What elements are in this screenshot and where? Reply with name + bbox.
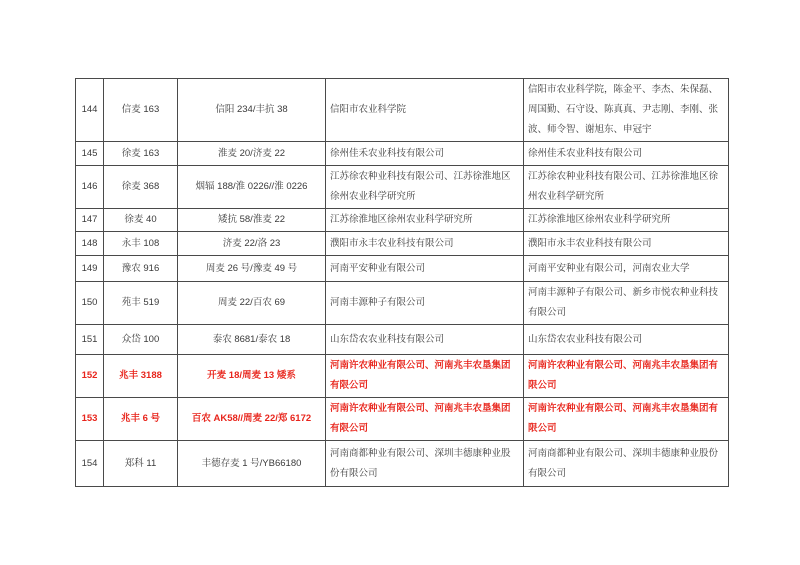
applicant-cell: 江苏徐农种业科技有限公司、江苏徐淮地区徐州农业科学研究所 bbox=[524, 166, 729, 209]
applicant-cell: 河南许农种业有限公司、河南兆丰农垦集团有限公司 bbox=[524, 355, 729, 398]
row-number-cell: 153 bbox=[76, 398, 104, 441]
variety-name-cell: 众岱 100 bbox=[104, 325, 178, 355]
table-row bbox=[76, 282, 729, 325]
breeder-cell: 江苏徐淮地区徐州农业科学研究所 bbox=[326, 209, 524, 232]
pedigree-cell: 丰德存麦 1 号/YB66180 bbox=[178, 441, 326, 487]
row-number-cell: 152 bbox=[76, 355, 104, 398]
row-number-cell: 146 bbox=[76, 166, 104, 209]
pedigree-cell: 信阳 234/丰抗 38 bbox=[178, 79, 326, 142]
breeder-cell: 山东岱农农业科技有限公司 bbox=[326, 325, 524, 355]
row-number-cell: 148 bbox=[76, 232, 104, 256]
applicant-cell: 河南商都种业有限公司、深圳丰德康种业股份有限公司 bbox=[524, 441, 729, 487]
table-row bbox=[76, 232, 729, 256]
table-row bbox=[76, 441, 729, 487]
row-number-cell: 154 bbox=[76, 441, 104, 487]
row-number-cell: 145 bbox=[76, 142, 104, 166]
table-row bbox=[76, 166, 729, 209]
row-number-cell: 151 bbox=[76, 325, 104, 355]
applicant-cell: 河南丰源种子有限公司、新乡市悦农种业科技有限公司 bbox=[524, 282, 729, 325]
table-row bbox=[76, 398, 729, 441]
breeder-cell: 河南许农种业有限公司、河南兆丰农垦集团有限公司 bbox=[326, 398, 524, 441]
table-row bbox=[76, 256, 729, 282]
applicant-cell: 山东岱农农业科技有限公司 bbox=[524, 325, 729, 355]
applicant-cell: 徐州佳禾农业科技有限公司 bbox=[524, 142, 729, 166]
breeder-cell: 河南许农种业有限公司、河南兆丰农垦集团有限公司 bbox=[326, 355, 524, 398]
breeder-cell: 河南丰源种子有限公司 bbox=[326, 282, 524, 325]
variety-name-cell: 徐麦 163 bbox=[104, 142, 178, 166]
variety-name-cell: 豫农 916 bbox=[104, 256, 178, 282]
table-row bbox=[76, 325, 729, 355]
breeder-cell: 河南商都种业有限公司、深圳丰德康种业股份有限公司 bbox=[326, 441, 524, 487]
applicant-cell: 江苏徐淮地区徐州农业科学研究所 bbox=[524, 209, 729, 232]
variety-name-cell: 兆丰 6 号 bbox=[104, 398, 178, 441]
applicant-cell: 河南许农种业有限公司、河南兆丰农垦集团有限公司 bbox=[524, 398, 729, 441]
pedigree-cell: 淮麦 20/济麦 22 bbox=[178, 142, 326, 166]
breeder-cell: 江苏徐农种业科技有限公司、江苏徐淮地区徐州农业科学研究所 bbox=[326, 166, 524, 209]
variety-name-cell: 徐麦 368 bbox=[104, 166, 178, 209]
table-row bbox=[76, 79, 729, 142]
table-row bbox=[76, 209, 729, 232]
variety-name-cell: 永丰 108 bbox=[104, 232, 178, 256]
applicant-cell: 信阳市农业科学院，陈金平、李杰、朱保磊、周国勤、石守设、陈真真、尹志刚、李刚、张波、师令智、谢旭东、申冠宇 bbox=[524, 79, 729, 142]
variety-name-cell: 兆丰 3188 bbox=[104, 355, 178, 398]
row-number-cell: 149 bbox=[76, 256, 104, 282]
variety-name-cell: 苑丰 519 bbox=[104, 282, 178, 325]
pedigree-cell: 矮抗 58/淮麦 22 bbox=[178, 209, 326, 232]
row-number-cell: 150 bbox=[76, 282, 104, 325]
table-row bbox=[76, 355, 729, 398]
applicant-cell: 河南平安种业有限公司，河南农业大学 bbox=[524, 256, 729, 282]
breeder-cell: 信阳市农业科学院 bbox=[326, 79, 524, 142]
variety-approval-table bbox=[75, 78, 729, 487]
pedigree-cell: 开麦 18/周麦 13 矮系 bbox=[178, 355, 326, 398]
pedigree-cell: 济麦 22/洛 23 bbox=[178, 232, 326, 256]
variety-name-cell: 郑科 11 bbox=[104, 441, 178, 487]
table-body bbox=[76, 79, 729, 487]
breeder-cell: 河南平安种业有限公司 bbox=[326, 256, 524, 282]
pedigree-cell: 泰农 8681/泰农 18 bbox=[178, 325, 326, 355]
breeder-cell: 濮阳市永丰农业科技有限公司 bbox=[326, 232, 524, 256]
applicant-cell: 濮阳市永丰农业科技有限公司 bbox=[524, 232, 729, 256]
table-row bbox=[76, 142, 729, 166]
breeder-cell: 徐州佳禾农业科技有限公司 bbox=[326, 142, 524, 166]
pedigree-cell: 烟辐 188/淮 0226//淮 0226 bbox=[178, 166, 326, 209]
pedigree-cell: 周麦 22/百农 69 bbox=[178, 282, 326, 325]
pedigree-cell: 百农 AK58//周麦 22/郑 6172 bbox=[178, 398, 326, 441]
variety-name-cell: 徐麦 40 bbox=[104, 209, 178, 232]
row-number-cell: 144 bbox=[76, 79, 104, 142]
row-number-cell: 147 bbox=[76, 209, 104, 232]
variety-name-cell: 信麦 163 bbox=[104, 79, 178, 142]
pedigree-cell: 周麦 26 号/豫麦 49 号 bbox=[178, 256, 326, 282]
